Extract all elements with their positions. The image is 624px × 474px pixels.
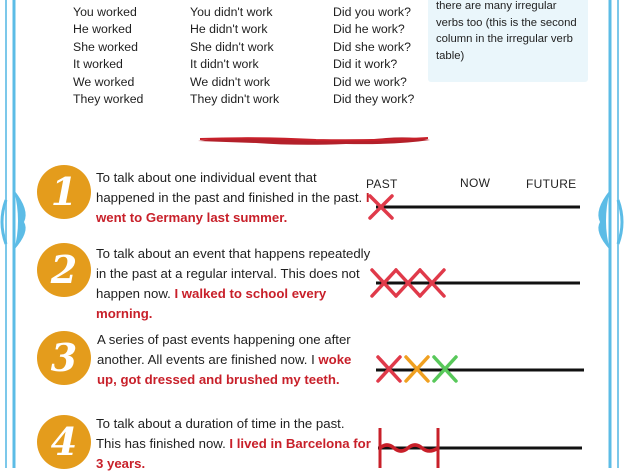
affirmative-form: We worked (73, 74, 135, 89)
usage-description (96, 244, 372, 324)
affirmative-form: He worked (73, 22, 132, 37)
usage-example: I lived in Barcelona for 3 years. (96, 436, 371, 471)
number-badge (36, 414, 92, 470)
question-form: Did he work? (333, 22, 405, 37)
badge-number: 3 (50, 335, 78, 380)
badge-number: 1 (50, 169, 78, 214)
usage-text: To talk about an event that happens repeatedly in the past at a regular interval. This does not happen now. (96, 246, 371, 301)
question-form: Did she work? (333, 39, 411, 54)
question-form: Did they work? (333, 92, 415, 107)
usage-example: woke up, got dressed and brushed my teeth. (97, 352, 352, 387)
negative-form: She didn't work (190, 39, 274, 54)
negative-column (190, 4, 279, 108)
usage-text: To talk about one individual event that happened in the past and finished in the past. (96, 170, 366, 205)
timeline-label-now: NOW (460, 176, 491, 190)
negative-form: They didn't work (190, 92, 280, 107)
usage-text: A series of past events happening one after another. All events are finished now. I (97, 332, 351, 367)
affirmative-column (73, 4, 143, 108)
question-form: Did we work? (333, 74, 407, 89)
timeline-repeated-events (362, 266, 586, 300)
badge-number: 2 (50, 247, 78, 292)
usage-text: To talk about a duration of time in the past. This has finished now. (96, 416, 345, 451)
negative-form: He didn't work (190, 22, 268, 37)
question-form: Did you work? (333, 5, 411, 19)
timeline-duration (372, 426, 588, 468)
usage-description (97, 330, 373, 390)
number-badge (36, 242, 92, 298)
timeline-label-past: PAST (366, 177, 398, 191)
negative-form: We didn't work (190, 74, 271, 89)
question-form: Did it work? (333, 57, 398, 72)
number-badge (36, 164, 92, 220)
affirmative-form: You worked (73, 5, 137, 19)
section-divider (196, 133, 432, 149)
usage-description (96, 414, 372, 474)
negative-form: You didn't work (190, 5, 273, 19)
irregular-verbs-note (428, 0, 588, 82)
note-text: there are many irregular verbs too (this is the second column in the irregular verb table) (436, 0, 577, 62)
timeline-single-event (362, 190, 586, 222)
badge-number: 4 (50, 419, 78, 464)
right-frame-decoration (584, 0, 624, 468)
timeline-sequence-events (370, 352, 590, 386)
usage-example: I went to Germany last summer. (96, 190, 370, 225)
question-column (333, 4, 414, 108)
number-badge (36, 330, 92, 386)
left-frame-decoration (0, 0, 40, 468)
affirmative-form: She worked (73, 39, 138, 54)
affirmative-form: They worked (73, 92, 144, 107)
usage-example: I walked to school every morning. (96, 286, 327, 321)
usage-description (96, 168, 372, 228)
negative-form: It didn't work (190, 57, 259, 72)
affirmative-form: It worked (73, 57, 123, 72)
timeline-label-future: FUTURE (526, 177, 577, 191)
